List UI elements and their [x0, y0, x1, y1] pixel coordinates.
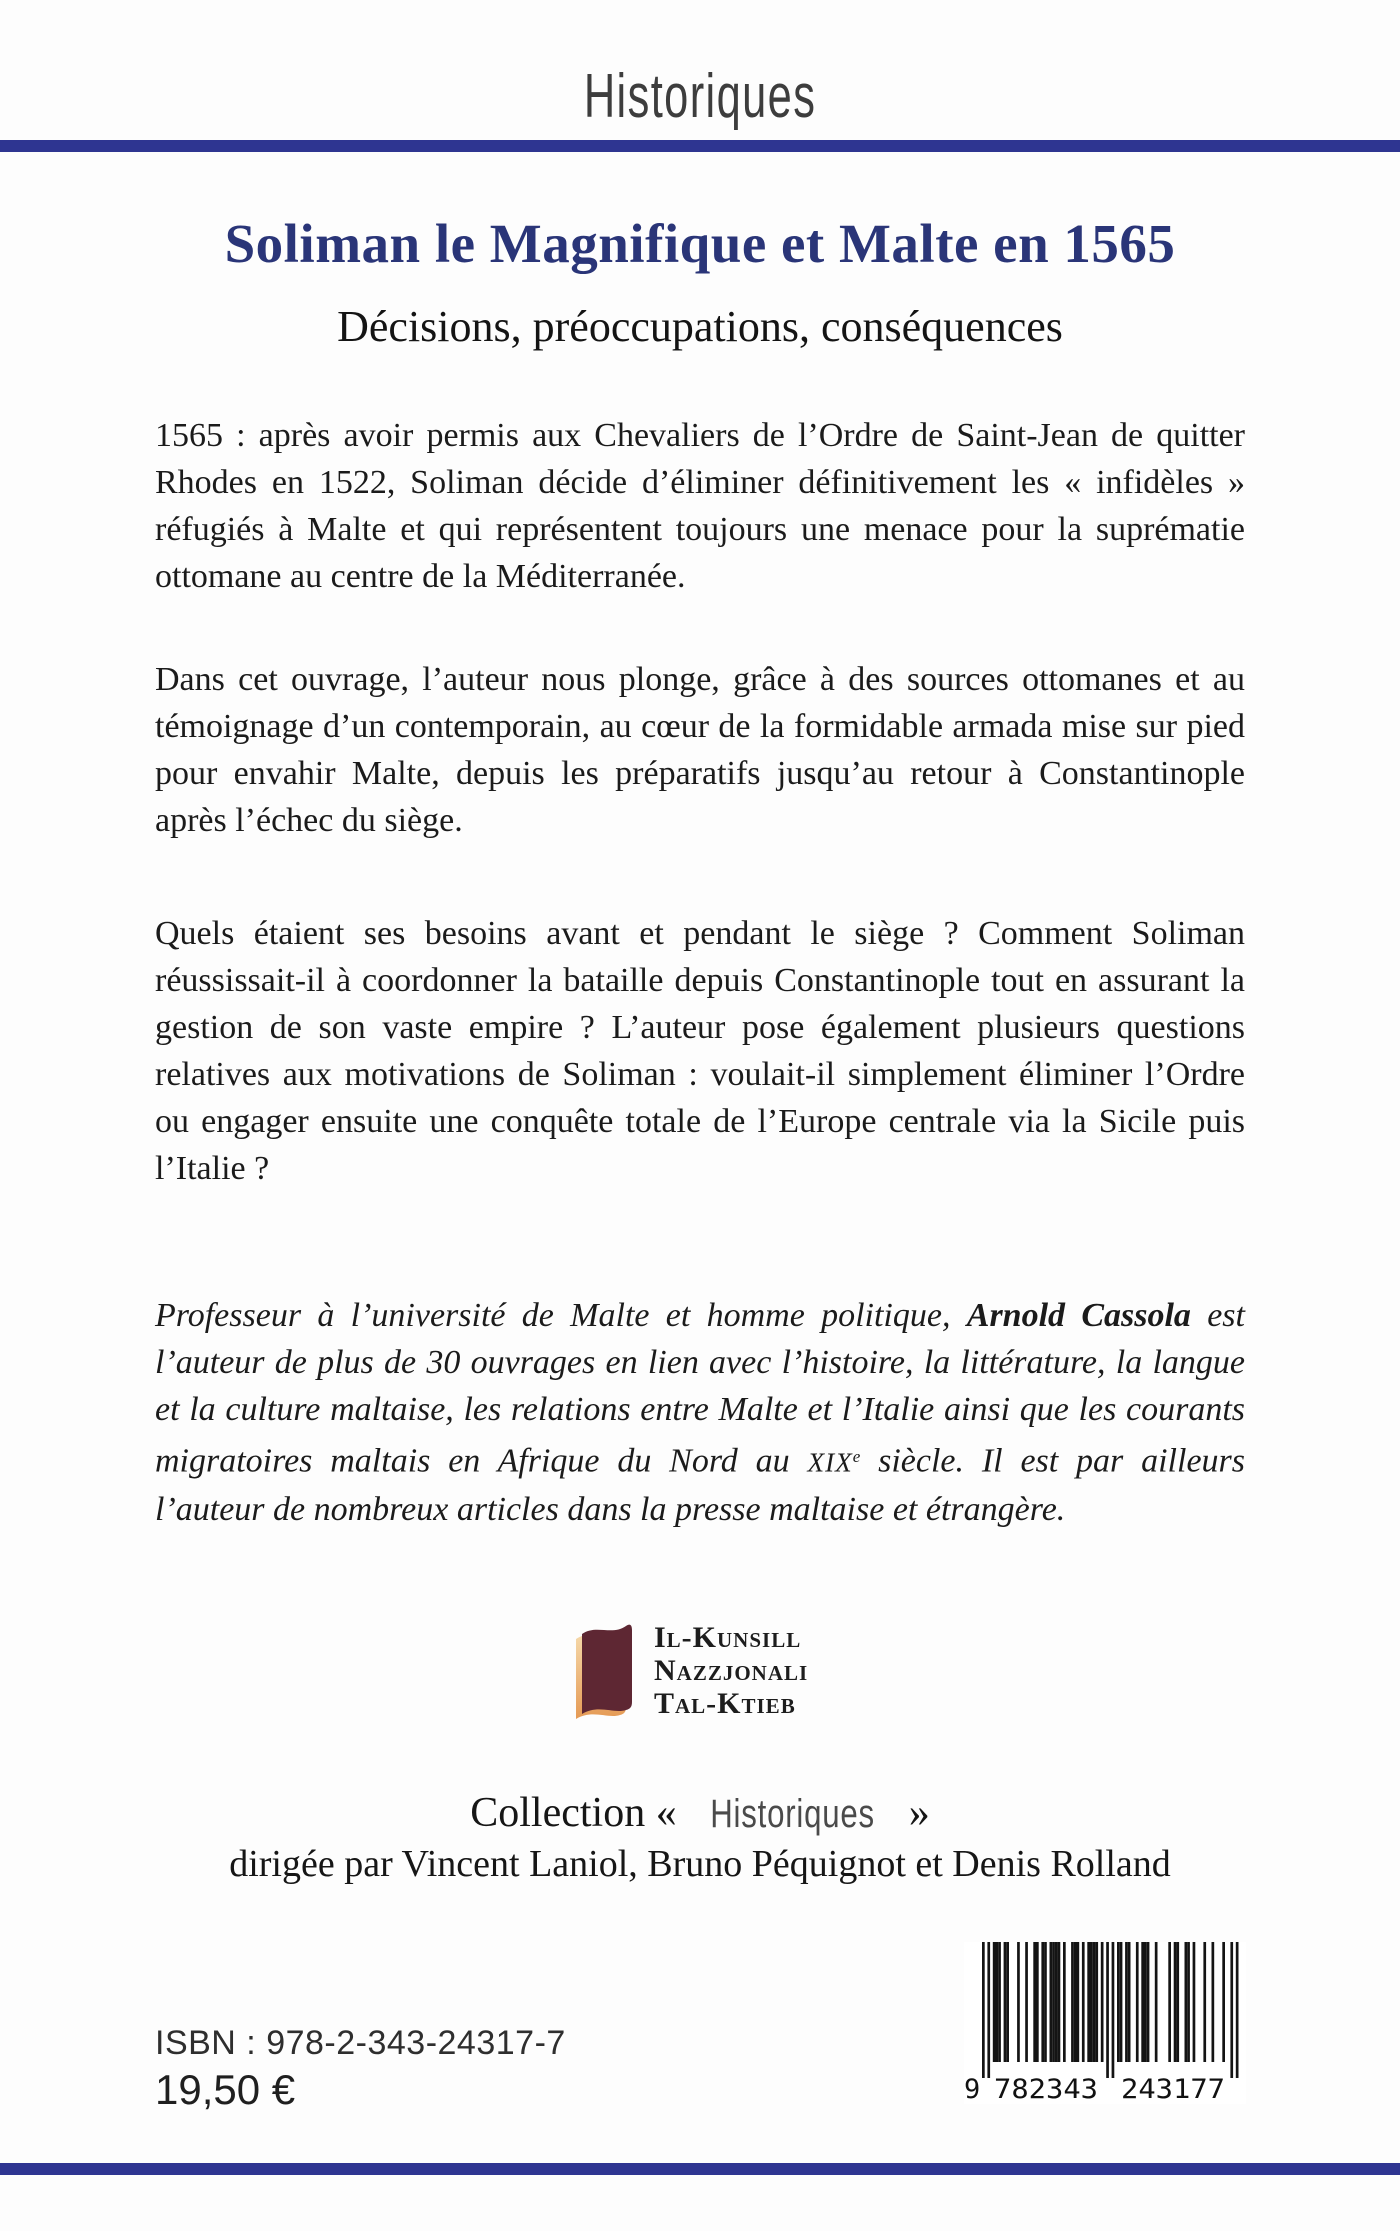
paragraph-1: 1565 : après avoir permis aux Chevaliers de l’Ordre de Saint-Jean de quitter Rhodes en 1522, Soliman décide d’éliminer définitivement les « infidèles » réfugiés à Malte et qui représentent toujours une menace pour la suprématie ottomane au centre de la Méditerranée.: [155, 417, 1245, 595]
bio-century: XIX: [807, 1447, 853, 1478]
author-bio: [155, 1292, 1245, 1533]
price-label: 19,50 €: [155, 2066, 296, 2113]
ean13-barcode: [964, 1942, 1246, 2104]
book-icon: [572, 1618, 636, 1722]
publisher-logo-text: [654, 1621, 808, 1720]
bio-text-after-century: siècle. Il est par ailleurs l’auteur de nombreux articles dans la presse maltaise et étrangère.: [155, 1442, 1246, 1529]
directed-by-line: dirigée par Vincent Laniol, Bruno Péquignot et Denis Rolland: [229, 1843, 1171, 1885]
collection-header: [0, 62, 1400, 131]
collection-line: [0, 1789, 1400, 1837]
publisher-logo-line-2: Nazzjonali: [654, 1653, 809, 1687]
svg-text:782343: 782343: [994, 2074, 1098, 2104]
publisher-logo: [572, 1618, 808, 1722]
collection-header-text: Historiques: [583, 62, 817, 131]
bio-text-after-name: est l’auteur de plus de 30 ouvrages en lien avec l’histoire, la littérature, la langue et la culture maltaise, les relations entre Malte et l’Italie ainsi que les courants migratoires maltais en Afrique du Nord au: [155, 1297, 1245, 1480]
bio-text-before-name: Professeur à l’université de Malte et homme politique,: [155, 1297, 967, 1334]
top-rule: [0, 140, 1400, 152]
book-title: Soliman le Magnifique et Malte en 1565: [224, 213, 1176, 274]
author-name: Arnold Cassola: [966, 1297, 1191, 1334]
bio-century-superscript: e: [852, 1447, 861, 1466]
paragraph-2: Dans cet ouvrage, l’auteur nous plonge, grâce à des sources ottomanes et au témoignage d’un contemporain, au cœur de la formidable armada mise sur pied pour envahir Malte, depuis les préparatifs jusqu’au retour à Constantinople après l’échec du siège.: [155, 661, 1245, 839]
svg-text:243177: 243177: [1121, 2074, 1225, 2104]
bottom-rule: [0, 2163, 1400, 2175]
book-subtitle: Décisions, préoccupations, conséquences: [337, 302, 1063, 351]
svg-text:9: 9: [964, 2074, 981, 2104]
publisher-logo-line-3: Tal-Ktieb: [654, 1686, 796, 1720]
publisher-logo-line-1: Il-Kunsill: [654, 1620, 802, 1654]
back-cover-text: [155, 412, 1245, 1533]
collection-line-suffix: »: [898, 1790, 930, 1836]
collection-line-prefix: Collection «: [470, 1790, 688, 1836]
paragraph-3: Quels étaient ses besoins avant et pendant le siège ? Comment Soliman réussissait-il à coordonner la bataille depuis Constantinople tout en assurant la gestion de son vaste empire ? L’auteur pose également plusieurs questions relatives aux motivations de Soliman : voulait-il simplement éliminer l’Ordre ou engager ensuite une conquête totale de l’Europe centrale via la Sicile puis l’Italie ?: [155, 915, 1245, 1187]
isbn-label: ISBN : 978-2-343-24317-7: [155, 2024, 566, 2062]
collection-line-name: Historiques: [710, 1792, 876, 1836]
